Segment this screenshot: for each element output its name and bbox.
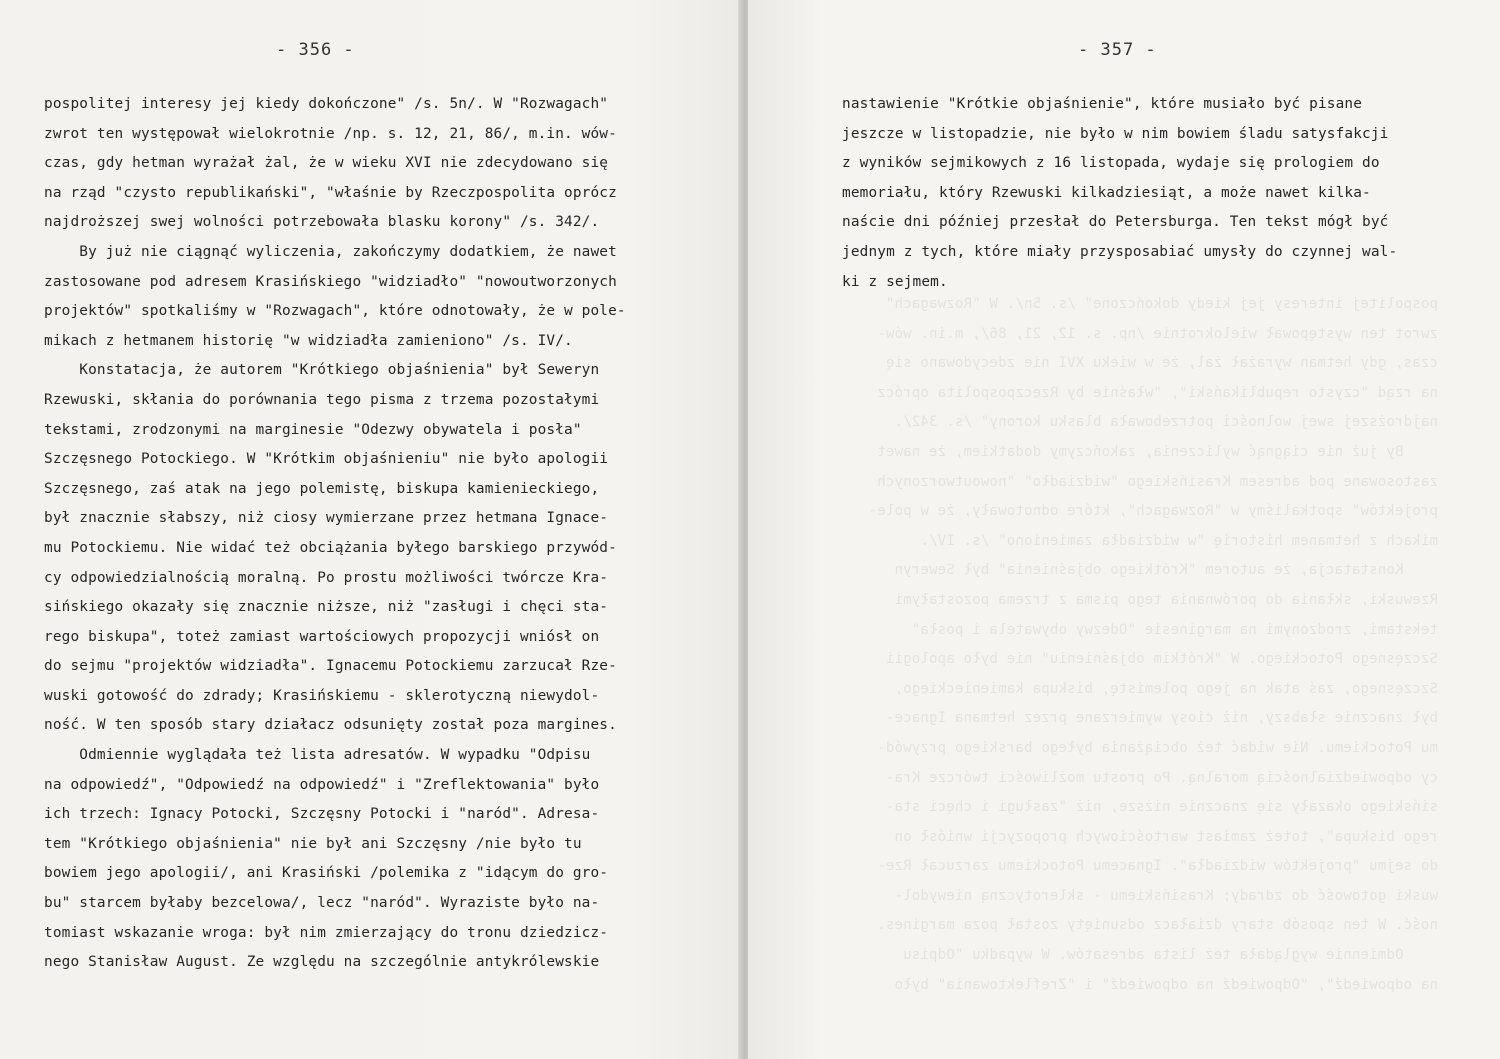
bleed-line: pospolitej interesy jej kiedy dokończone" /s. 5n/. W "Rozwagach" bbox=[885, 296, 1438, 312]
bleed-line: cy odpowiedzialnością moralną. Po prostu możliwości twórcze Kra- bbox=[885, 769, 1438, 786]
text-line: ich trzech: Ignacy Potocki, Szczęsny Potocki i "naród". Adresa- bbox=[44, 806, 600, 823]
text-line: nastawienie "Krótkie objaśnienie", które musiało być pisane bbox=[842, 96, 1363, 112]
text-line: z wyników sejmikowych z 16 listopada, wydaje się prologiem do bbox=[842, 155, 1380, 172]
text-line: jednym z tych, które miały przysposabiać umysły do czynnej wal- bbox=[842, 243, 1398, 260]
bleed-line: Odmiennie wyglądała też lista adresatów. W wypadku "Odpisu bbox=[903, 947, 1438, 964]
text-line: Odmiennie wyglądała też lista adresatów. W wypadku "Odpisu bbox=[44, 747, 591, 764]
bleed-line: zastosowane pod adresem Krasińskiego "widziadło" "nowoutworzonych bbox=[877, 473, 1438, 490]
left-page bbox=[0, 0, 742, 1059]
text-line: tekstami, zrodzonymi na marginesie "Odezwy obywatela i posła" bbox=[44, 421, 582, 438]
bleed-line: projektów" spotkaliśmy w "Rozwagach", które odnotowały, że w pole- bbox=[868, 503, 1438, 520]
bleed-line: mikach z hetmanem historię "w widziadła zamieniono" /s. IV/. bbox=[920, 532, 1438, 549]
text-line: najdroższej swej wolności potrzebowała blasku korony" /s. 342/. bbox=[44, 214, 600, 231]
text-line: nego Stanisław August. Ze względu na szczególnie antykrólewskie bbox=[44, 954, 600, 971]
bleed-line: tekstami, zrodzonymi na marginesie "Odezwy obywatela i posła" bbox=[911, 621, 1438, 638]
text-line: Szczęsnego, zaś atak na jego polemistę, biskupa kamienieckiego, bbox=[44, 480, 600, 497]
text-line: ki z sejmem. bbox=[842, 273, 948, 290]
text-line: sińskiego okazały się znacznie niższe, niż "zasługi i chęci sta- bbox=[44, 599, 609, 616]
text-line: na odpowiedź", "Odpowiedź na odpowiedź" i "Zreflektowania" było bbox=[44, 776, 600, 793]
text-line: mikach z hetmanem historię "w widziadła zamieniono" /s. IV/. bbox=[44, 332, 573, 349]
text-line: Rzewuski, skłania do porównania tego pisma z trzema pozostałymi bbox=[44, 391, 600, 408]
text-line: ność. W ten sposób stary działacz odsunięty został poza margines. bbox=[44, 717, 617, 734]
text-line: rego biskupa", toteż zamiast wartościowych propozycji wniósł on bbox=[44, 628, 600, 645]
text-line: czas, gdy hetman wyrażał żal, że w wieku XVI nie zdecydowano się bbox=[44, 155, 609, 172]
text-line: bu" starcem byłaby bezcelowa/, lecz "naród". Wyraziste było na- bbox=[44, 895, 600, 912]
text-line: mu Potockiemu. Nie widać też obciążania byłego barskiego przywód- bbox=[44, 539, 617, 556]
right-page-text bbox=[842, 90, 1432, 297]
page-number: - 357 - bbox=[1078, 40, 1157, 60]
text-line: Konstatacja, że autorem "Krótkiego objaśnienia" był Seweryn bbox=[44, 362, 600, 379]
bleed-line: najdroższej swej wolności potrzebowała blasku korony" /s. 342/. bbox=[894, 414, 1438, 431]
bleed-line: na rząd "czysto republikański", "właśnie by Rzeczpospolita oprócz bbox=[877, 384, 1438, 401]
text-line: cy odpowiedzialnością moralną. Po prostu możliwości twórcze Kra- bbox=[44, 569, 609, 586]
text-line: tomiast wskazanie wroga: był nim zmierzający do tronu dziedzicz- bbox=[44, 924, 609, 941]
bleed-line: By już nie ciągnąć wyliczenia, zakończymy dodatkiem, że nawet bbox=[877, 443, 1438, 460]
page-number: - 356 - bbox=[276, 40, 355, 60]
bleed-line: mu Potockiemu. Nie widać też obciążania byłego barskiego przywód- bbox=[877, 739, 1438, 756]
text-line: do sejmu "projektów widziadła". Ignacemu Potockiemu zarzucał Rze- bbox=[44, 658, 617, 675]
text-line: jeszcze w listopadzie, nie było w nim bowiem śladu satysfakcji bbox=[842, 125, 1389, 142]
bleed-line: Rzewuski, skłania do porównania tego pisma z trzema pozostałymi bbox=[894, 591, 1438, 608]
text-line: By już nie ciągnąć wyliczenia, zakończymy dodatkiem, że nawet bbox=[44, 243, 617, 260]
text-line: był znacznie słabszy, niż ciosy wymierzane przez hetmana Ignace- bbox=[44, 510, 609, 527]
text-line: zastosowane pod adresem Krasińskiego "widziadło" "nowoutworzonych bbox=[44, 273, 617, 290]
bleed-line: zwrot ten występował wielokrotnie /np. s. 12, 21, 86/, m.in. wów- bbox=[877, 325, 1438, 342]
text-line: tem "Krótkiego objaśnienia" nie był ani Szczęsny /nie było tu bbox=[44, 835, 582, 852]
text-line: bowiem jego apologii/, ani Krasiński /polemika z "idącym do gro- bbox=[44, 865, 609, 882]
bleed-through-text bbox=[838, 290, 1438, 1000]
bleed-line: sińskiego okazały się znacznie niższe, niż "zasługi i chęci sta- bbox=[885, 799, 1438, 816]
bleed-line: na odpowiedź", "Odpowiedź na odpowiedź" i "Zreflektowania" było bbox=[894, 976, 1438, 993]
bleed-line: do sejmu "projektów widziadła". Ignacemu Potockiemu zarzucał Rze- bbox=[877, 858, 1438, 875]
text-line: Szczęsnego Potockiego. W "Krótkim objaśnieniu" nie było apologii bbox=[44, 451, 609, 468]
left-page-text bbox=[44, 90, 664, 978]
bleed-line: Konstatacja, że autorem "Krótkiego objaśnienia" był Seweryn bbox=[894, 562, 1438, 579]
text-line: zwrot ten występował wielokrotnie /np. s. 12, 21, 86/, m.in. wów- bbox=[44, 125, 617, 142]
text-line: memoriału, który Rzewuski kilkadziesiąt, a może nawet kilka- bbox=[842, 184, 1371, 201]
text-line: wuski gotowość do zdrady; Krasińskiemu - sklerotyczną niewydol- bbox=[44, 687, 600, 704]
text-line: na rząd "czysto republikański", "właśnie by Rzeczpospolita oprócz bbox=[44, 184, 617, 201]
bleed-line: ność. W ten sposób stary działacz odsunięty został poza margines. bbox=[877, 917, 1438, 934]
bleed-line: Szczęsnego, zaś atak na jego polemistę, biskupa kamienieckiego, bbox=[894, 680, 1438, 697]
text-line: projektów" spotkaliśmy w "Rozwagach", które odnotowały, że w pole- bbox=[44, 303, 626, 320]
right-page bbox=[748, 0, 1500, 1059]
bleed-line: wuski gotowość do zdrady; Krasińskiemu - sklerotyczną niewydol- bbox=[894, 887, 1438, 904]
bleed-line: czas, gdy hetman wyrażał żal, że w wieku XVI nie zdecydowano się bbox=[885, 355, 1438, 372]
bleed-line: rego biskupa", toteż zamiast wartościowych propozycji wniósł on bbox=[894, 828, 1438, 845]
bleed-line: był znacznie słabszy, niż ciosy wymierzane przez hetmana Ignace- bbox=[885, 710, 1438, 727]
text-line: naście dni później przesłał do Petersburga. Ten tekst mógł być bbox=[842, 214, 1389, 231]
bleed-line: Szczęsnego Potockiego. W "Krótkim objaśnieniu" nie było apologii bbox=[885, 651, 1438, 668]
text-line: pospolitej interesy jej kiedy dokończone" /s. 5n/. W "Rozwagach" bbox=[44, 96, 609, 112]
